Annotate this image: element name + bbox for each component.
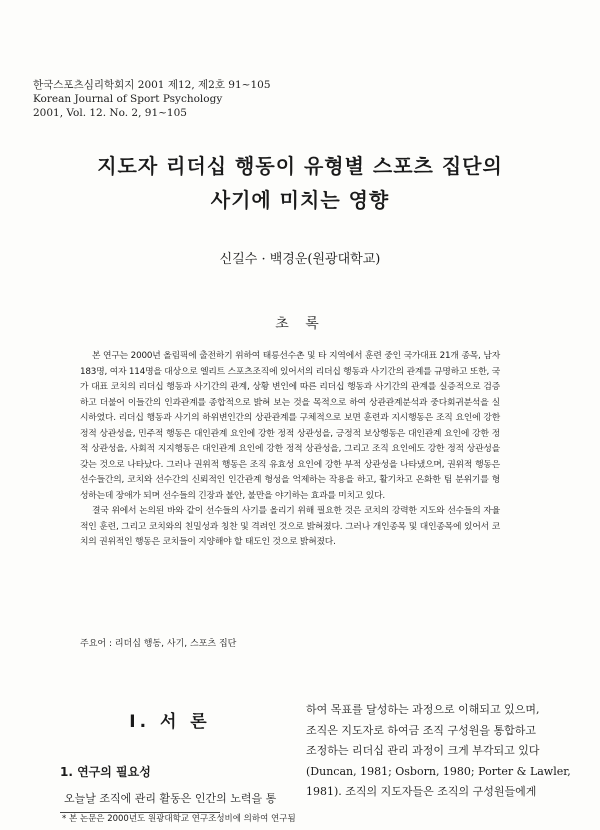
left-paragraph: 오늘날 조직에 관리 활동은 인간의 노력을 통: [64, 792, 277, 805]
authors: 신길수 · 백경운(원광대학교): [219, 252, 381, 267]
abstract-paragraph-2: 결국 위에서 논의된 바와 같이 선수들의 사기를 올리기 위해 필요한 것은 코치의 강력한 지도와 선수들의 자율적인 훈련, 그리고 코치와의 친밀성과 칭찬 및 격려인 것으로 밝혀졌다. 그러나 개인종목 및 대인종목에 있어서 코치의 권위적인 행동은 코치들이 지양해야 할 태도인 것으로 밝혀졌다.: [80, 506, 500, 547]
right-line: 하여 목표를 달성하는 과정으로 이해되고 있으며,: [306, 703, 540, 716]
keywords: 주요어 : 리더십 행동, 사기, 스포츠 집단: [80, 639, 237, 649]
abstract-heading: 초 록: [275, 316, 325, 332]
abstract-body: [80, 349, 500, 551]
footnote: * 본 논문은 2000년도 원광대학교 연구조성비에 의하여 연구됨: [62, 814, 296, 824]
right-column-text: [306, 700, 571, 803]
journal-line-english: Korean Journal of Sport Psychology: [33, 93, 223, 105]
abstract-paragraph-1: 본 연구는 2000년 올림픽에 출전하기 위하여 태릉선수촌 및 타 지역에서 훈련 중인 국가대표 21개 종목, 남자 183명, 여자 114명을 대상으로 엘리트 스포츠조직에 있어서의 리더십 행동과 사기간의 관계를 규명하고 또한, 국가 대표 코치의 리더십 행동과 사기간의 관계, 상황 변인에 따른 리더십 행동과 사기간의 관계를 실증적으로 검증하고 더불어 이들간의 인과관계를 종합적으로 밝혀 보는 것을 목적으로 하여 상관관계분석과 중다회귀분석을 실시하였다. 리더십 행동과 사기의 하위변인간의 상관관계를 구체적으로 보면 훈련과 지시행동은 조직 요인에 강한 정적 상관성을, 민주적 행동은 대인관계 요인에 강한 정적 상관성을, 긍정적 보상행동은 대인관계 요인에 강한 정적 상관성을, 사회적 지지행동은 대인관계 요인에 강한 정적 상관성을, 그리고 조직 요인에도 강한 정적 상관성을 갖는 것으로 나타났다. 그러나 권위적 행동은 조직 유효성 요인에 강한 부적 상관성을 나타냈으며, 권위적 행동은 선수들간의, 코치와 선수간의 신뢰적인 인간관계 형성을 억제하는 작용을 하고, 활기차고 온화한 팀 분위기를 형성하는데 장애가 되며 선수들의 긴장과 불안, 불만을 야기하는 효과를 미치고 있다.: [80, 351, 500, 501]
journal-volume-line: 2001, Vol. 12. No. 2, 91~105: [33, 107, 187, 119]
right-line: (Duncan, 1981; Osborn, 1980; Porter & Lawler,: [306, 764, 571, 778]
paper-title-line-1: 지도자 리더십 행동이 유형별 스포츠 집단의: [97, 154, 503, 178]
left-column-text: [64, 790, 284, 808]
section-title-introduction: Ⅰ. 서 론: [129, 712, 211, 732]
subsection-title: 1. 연구의 필요성: [60, 765, 151, 779]
right-line: 조직은 지도자로 하여금 조직 구성원을 통합하고: [306, 723, 537, 737]
right-line: 조정하는 리더십 관리 과정이 크게 부각되고 있다: [306, 744, 540, 757]
paper-title-line-2: 사기에 미치는 영향: [210, 188, 390, 212]
journal-line-korean: 한국스포츠심리학회지 2001 제12, 제2호 91~105: [33, 79, 271, 91]
journal-info: [33, 78, 271, 120]
right-line: 1981). 조직의 지도자들은 조직의 구성원들에게: [306, 785, 537, 798]
